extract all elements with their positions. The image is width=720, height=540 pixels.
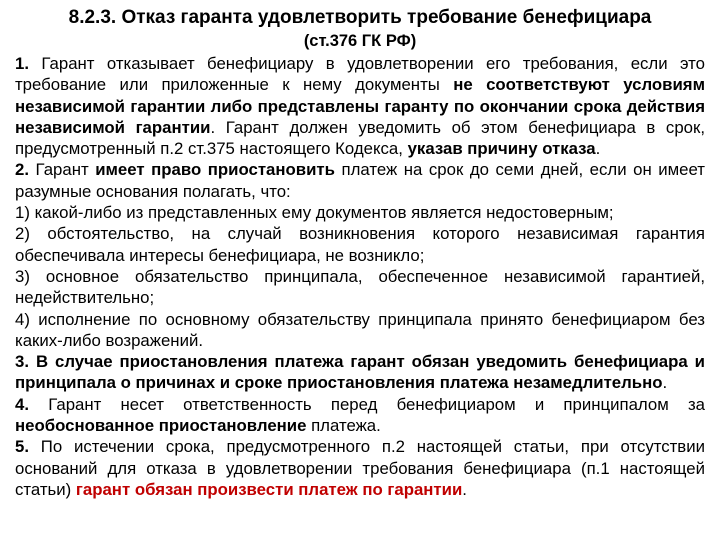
paragraph-1 [15,53,705,159]
text: Гарант отказывает бенефициару в удовлетворении его требования, если это требование или приложенные к нему документы [15,54,705,95]
text: Гарант [35,160,96,180]
list-item: 1) какой-либо из представленных ему документов является недостоверным; [15,203,614,223]
text: . [462,479,467,499]
text: Гарант несет ответственность перед бенефициаром и принципалом за [48,394,705,414]
bold-text: указав причину отказа [407,139,596,159]
article-text [15,53,705,500]
list-item: 2) обстоятельство, на случай возникновения которого независимая гарантия обеспечивала интересы бенефициара, не возникло; [15,224,705,265]
paragraph-number: 2. [15,160,36,180]
list-item: 4) исполнение по основному обязательству принципала принято бенефициаром без каких-либо возражений. [15,309,705,350]
text: По истечении срока, предусмотренного п.2 настоящей статьи, при отсутствии оснований для отказа в удовлетворении требования бенефициара (п.1 настоящей статьи) [15,437,705,499]
paragraph-number: 5. [15,437,41,457]
text: . Гарант должен уведомить об этом бенефициара в срок, предусмотренный п.2 ст.375 настоящего Кодекса, [15,117,705,159]
paragraph-number: 4. [15,394,49,414]
paragraph-3 [15,351,705,394]
text: платежа. [306,416,381,436]
paragraph-number: 3. [15,352,36,372]
bold-text: необоснованное приостановление [15,416,307,436]
paragraph-5 [15,436,705,500]
bold-text: имеет право приостановить [95,160,335,180]
text: . [595,139,601,159]
paragraph-4 [15,394,705,437]
highlighted-text: гарант обязан произвести платеж по гарантии [75,479,463,499]
page-title: 8.2.3. Отказ гаранта удовлетворить требование бенефициара [68,7,652,28]
bold-text: В случае приостановления платежа гарант обязан уведомить бенефициара и принципала о причинах и сроке приостановления платежа незамедлительно [15,352,705,393]
paragraph-number: 1. [15,54,42,73]
bold-text: не соответствуют условиям независимой гарантии либо представлены гаранту по окончании срока действия независимой гарантии [15,75,705,137]
list-item: 3) основное обязательство принципала, обеспеченное независимой гарантией, недействительно; [15,266,705,308]
text: платеж на срок до семи дней, если он имеет разумные основания полагать, что: [15,160,705,201]
paragraph-2 [15,159,705,202]
text: . [662,373,668,393]
page-subtitle: (ст.376 ГК РФ) [303,32,417,50]
